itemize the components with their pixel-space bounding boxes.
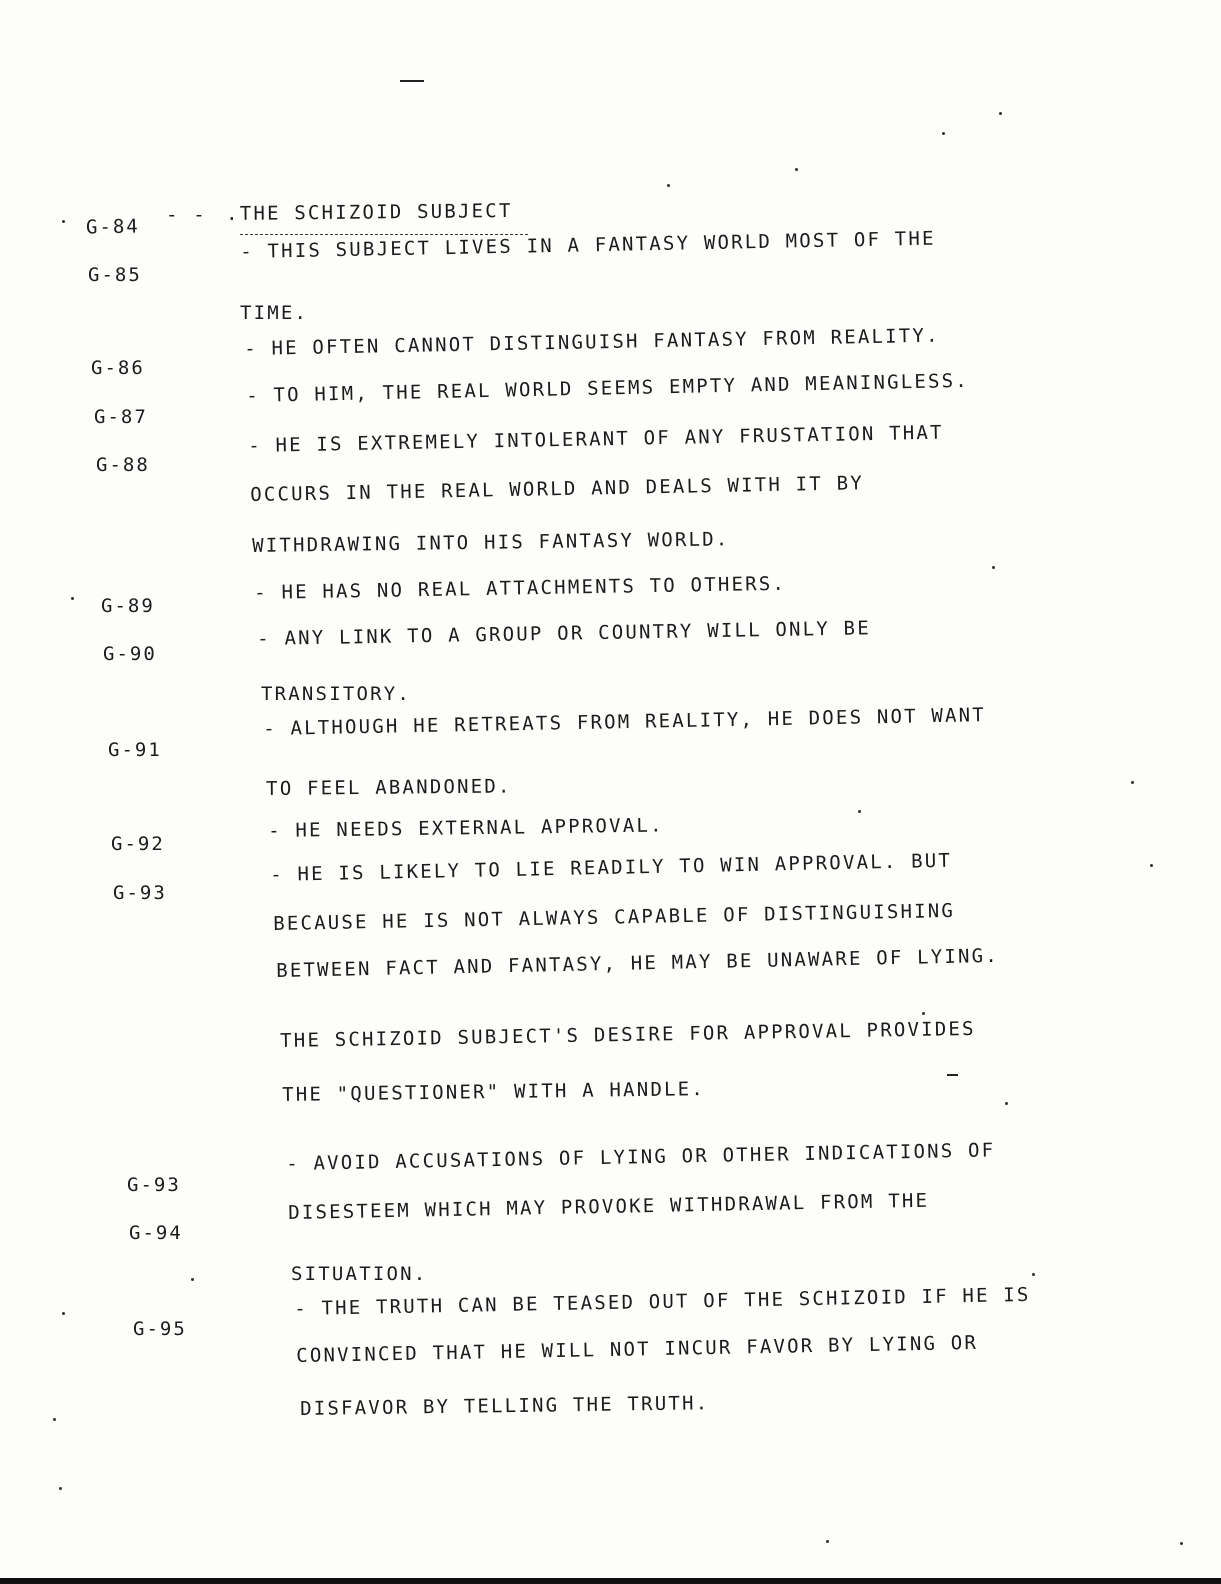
item-code: G-95	[133, 1318, 187, 1340]
statement-line: - ANY LINK TO A GROUP OR COUNTRY WILL ONLY BE	[257, 617, 872, 650]
title-dashes: - -	[166, 204, 207, 226]
scan-speck	[992, 566, 995, 569]
scan-speck	[191, 1278, 194, 1281]
statement-line: BETWEEN FACT AND FANTASY, HE MAY BE UNAWARE OF LYING.	[276, 944, 1000, 982]
statement-line: - HE NEEDS EXTERNAL APPROVAL.	[268, 814, 664, 842]
scan-speck	[922, 1012, 925, 1015]
scan-speck	[826, 1540, 829, 1543]
statement-line: - HE OFTEN CANNOT DISTINGUISH FANTASY FROM REALITY.	[244, 324, 940, 360]
item-code: G-88	[96, 454, 150, 476]
scan-speck	[1032, 1273, 1035, 1276]
statement-line: - ALTHOUGH HE RETREATS FROM REALITY, HE DOES NOT WANT	[263, 704, 987, 740]
paragraph-line: THE "QUESTIONER" WITH A HANDLE.	[282, 1078, 706, 1106]
statement-line: WITHDRAWING INTO HIS FANTASY WORLD.	[252, 528, 730, 557]
scan-speck	[59, 1487, 62, 1490]
scan-speck	[858, 810, 861, 813]
statement-line: TIME.	[240, 302, 309, 324]
scan-speck	[62, 220, 65, 223]
statement-line: - HE IS LIKELY TO LIE READILY TO WIN APPROVAL. BUT	[270, 849, 953, 886]
statement-line: OCCURS IN THE REAL WORLD AND DEALS WITH IT BY	[250, 472, 865, 506]
statement-line: TRANSITORY.	[261, 683, 412, 705]
scan-speck	[1005, 1102, 1008, 1105]
statement-line: - THIS SUBJECT LIVES IN A FANTASY WORLD MOST OF THE	[240, 227, 936, 263]
scan-speck	[53, 1418, 56, 1421]
item-code: G-84	[85, 215, 140, 239]
section-title: .THE SCHIZOID SUBJECT	[226, 200, 513, 225]
scan-speck	[999, 112, 1002, 115]
scan-bottom-edge	[0, 1578, 1221, 1584]
item-code: G-91	[108, 739, 162, 761]
item-code: G-89	[101, 595, 155, 617]
scan-speck	[795, 168, 798, 171]
scan-speck	[71, 597, 74, 600]
item-code: G-94	[129, 1222, 183, 1244]
scan-speck	[667, 184, 670, 187]
statement-line: - HE HAS NO REAL ATTACHMENTS TO OTHERS.	[254, 572, 787, 604]
statement-line: DISESTEEM WHICH MAY PROVOKE WITHDRAWAL FROM THE	[288, 1189, 930, 1224]
statement-line: - AVOID ACCUSATIONS OF LYING OR OTHER INDICATIONS OF	[286, 1139, 996, 1175]
stray-mark	[947, 1074, 958, 1076]
scan-speck	[942, 132, 945, 135]
item-code: G-90	[103, 643, 157, 665]
statement-line: TO FEEL ABANDONED.	[266, 775, 512, 800]
item-code: G-86	[91, 357, 145, 379]
scan-speck	[1131, 781, 1134, 784]
statement-line: SITUATION.	[291, 1263, 428, 1285]
item-code: G-87	[94, 406, 148, 428]
item-code: G-93	[113, 882, 167, 904]
item-code: G-93	[127, 1174, 181, 1196]
statement-line: DISFAVOR BY TELLING THE TRUTH.	[300, 1392, 710, 1420]
scan-speck	[62, 1312, 65, 1315]
statement-line: - THE TRUTH CAN BE TEASED OUT OF THE SCHIZOID IF HE IS	[294, 1283, 1031, 1320]
title-underline	[240, 234, 528, 235]
statement-line: BECAUSE HE IS NOT ALWAYS CAPABLE OF DISTINGUISHING	[273, 899, 956, 935]
statement-line: - HE IS EXTREMELY INTOLERANT OF ANY FRUSTATION THAT	[248, 421, 944, 457]
paragraph-line: THE SCHIZOID SUBJECT'S DESIRE FOR APPROVAL PROVIDES	[280, 1017, 976, 1052]
statement-line: - TO HIM, THE REAL WORLD SEEMS EMPTY AND MEANINGLESS.	[246, 369, 970, 407]
statement-line: CONVINCED THAT HE WILL NOT INCUR FAVOR BY LYING OR	[296, 1331, 979, 1367]
scan-speck	[1180, 1542, 1183, 1545]
item-code: G-85	[88, 264, 142, 286]
item-code: G-92	[111, 833, 165, 855]
stray-mark	[400, 80, 424, 82]
scan-speck	[1150, 864, 1153, 867]
